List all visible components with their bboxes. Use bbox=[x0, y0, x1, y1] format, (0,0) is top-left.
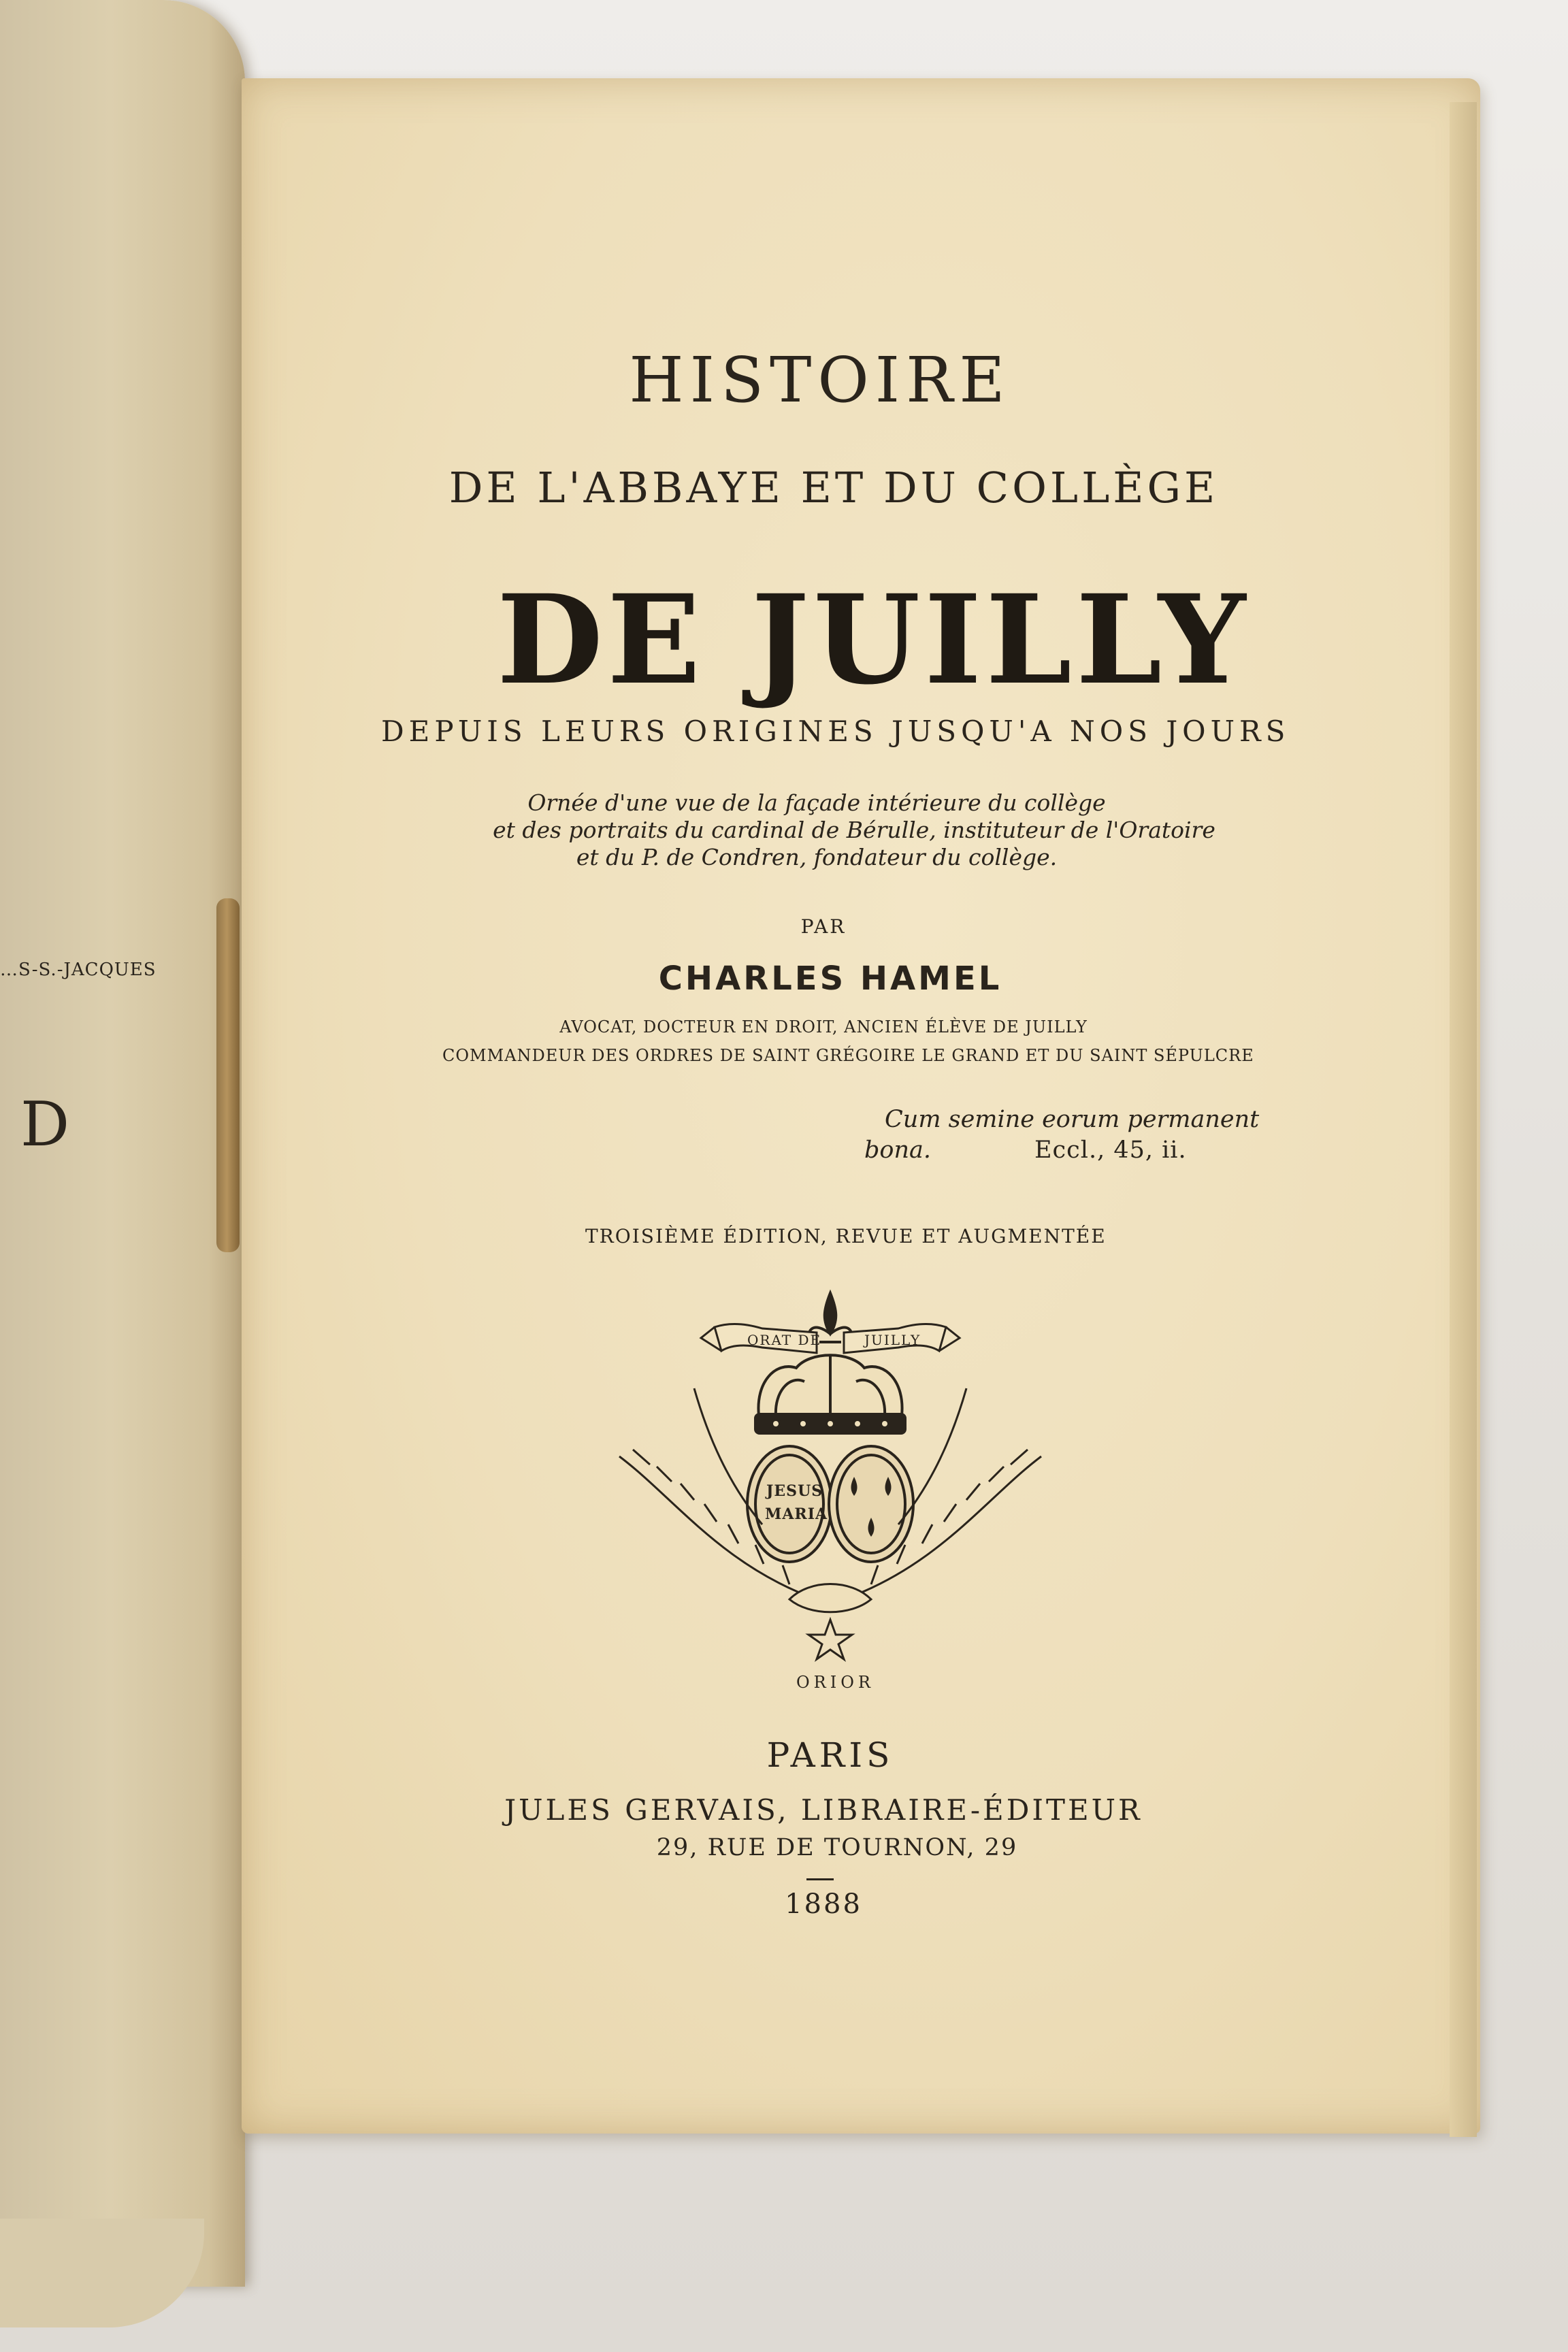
imprint-year: 1888 bbox=[785, 1889, 862, 1920]
banner-left-text: ORAT DE bbox=[747, 1332, 822, 1348]
title-line-2: DE L'ABBAYE ET DU COLLÈGE bbox=[448, 463, 1219, 512]
crown-icon bbox=[755, 1355, 905, 1433]
author-name: CHARLES HAMEL bbox=[658, 960, 1002, 998]
left-page-stub-text: …S-S.-JACQUES bbox=[0, 960, 157, 980]
oval-text-jesus: JESUS bbox=[766, 1482, 823, 1500]
banner-right-text: JUILLY bbox=[864, 1332, 921, 1348]
imprint-address: 29, RUE DE TOURNON, 29 bbox=[656, 1834, 1018, 1861]
subtitle: DEPUIS LEURS ORIGINES JUSQU'A NOS JOURS bbox=[381, 715, 1290, 748]
epigraph-reference: Eccl., 45, ii. bbox=[1034, 1137, 1187, 1164]
imprint-rule bbox=[806, 1878, 834, 1880]
imprint-publisher: JULES GERVAIS, LIBRAIRE-ÉDITEUR bbox=[504, 1793, 1143, 1827]
oratory-emblem bbox=[592, 1279, 1068, 1695]
star-icon bbox=[808, 1620, 852, 1659]
ornament-line: et des portraits du cardinal de Bérulle, instituteur de l'Oratoire bbox=[493, 817, 1215, 843]
coat-of-arms bbox=[747, 1446, 913, 1562]
oval-text-maria: MARIA bbox=[765, 1505, 828, 1523]
imprint-city: PARIS bbox=[766, 1735, 894, 1775]
left-page-ghost-letter: D bbox=[20, 1089, 70, 1160]
title-line-1: HISTOIRE bbox=[629, 344, 1011, 416]
by-label: PAR bbox=[800, 915, 847, 938]
author-credential: AVOCAT, DOCTEUR EN DROIT, ANCIEN ÉLÈVE DE JUILLY bbox=[559, 1017, 1088, 1036]
epigraph-line-1: Cum semine eorum permanent bbox=[885, 1106, 1260, 1133]
edition-statement: TROISIÈME ÉDITION, REVUE ET AUGMENTÉE bbox=[585, 1225, 1107, 1247]
binding-gutter bbox=[216, 898, 240, 1252]
emblem-motto: ORIOR bbox=[796, 1673, 875, 1692]
epigraph-line-2: bona. bbox=[864, 1137, 932, 1164]
title-line-3: DE JUILLY bbox=[497, 568, 1250, 712]
ornament-line: Ornée d'une vue de la façade intérieure du collège bbox=[527, 789, 1106, 816]
author-credential: COMMANDEUR DES ORDRES DE SAINT GRÉGOIRE LE GRAND ET DU SAINT SÉPULCRE bbox=[442, 1046, 1254, 1065]
ornament-line: et du P. de Condren, fondateur du collège. bbox=[576, 844, 1058, 870]
page-edge bbox=[1450, 102, 1477, 2137]
